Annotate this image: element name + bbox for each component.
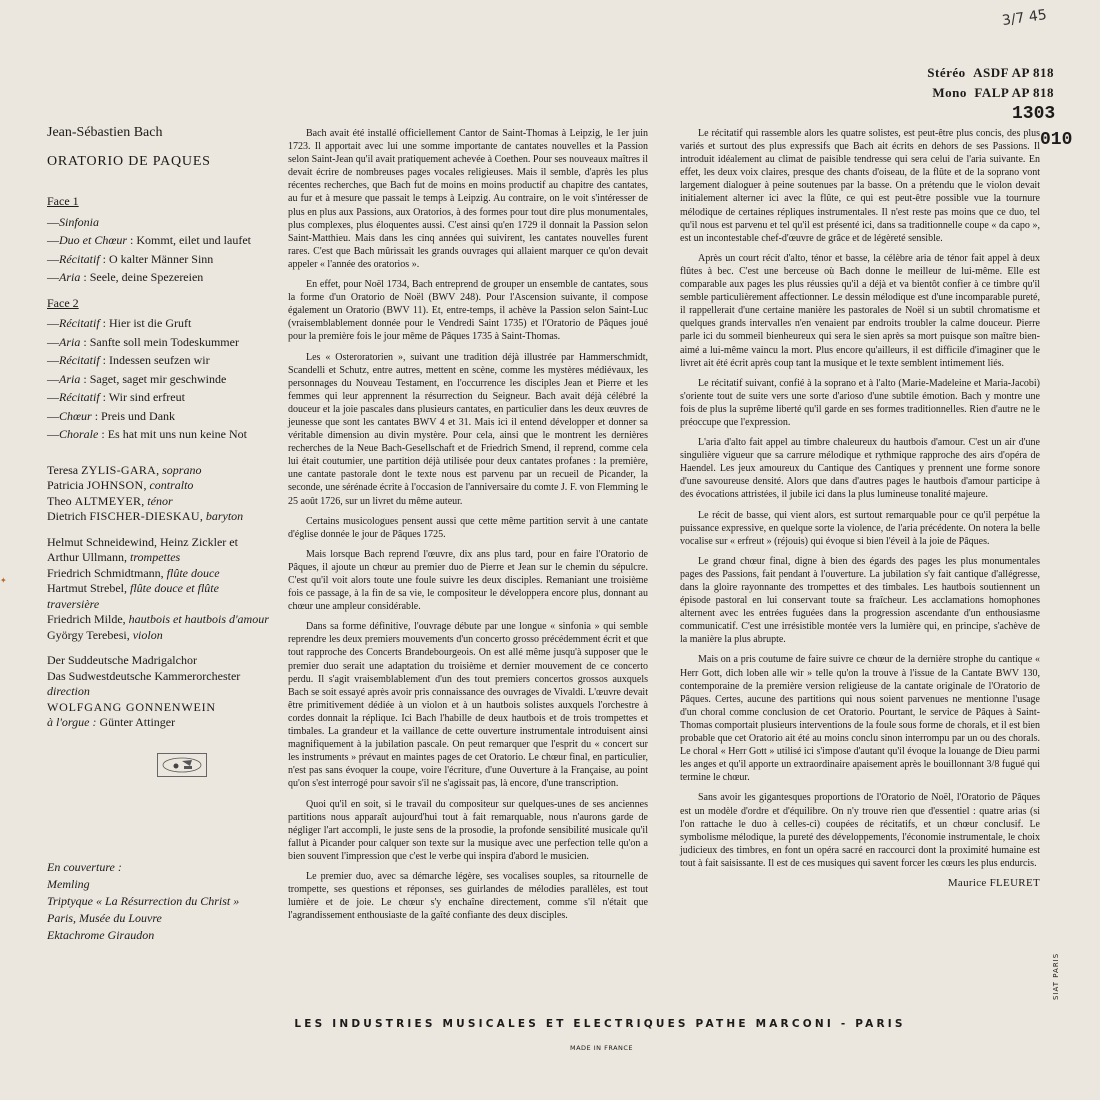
printer-credit: SIAT PARIS	[1052, 952, 1060, 1000]
catalog-numbers	[927, 63, 1054, 103]
notes-paragraph: Mais on a pris coutume de faire suivre ce chœur de la dernière strophe du cantique « Herr Gott, dich loben alle wir » telle qu'on la trouve à l'issue de la Cantate BWV 130, contemporaine de la première version religieuse de la cantate originale de l'Oratorio de Pâques. Certes, aucune des partitions qui nous soient parvenues ne mentionne l'usage d'un choral comme conclusion de cet Oratorio. Pourtant, le service de Pâques à Saint-Thomas comportait plusieurs interventions de la foule sous forme de chorals, et il est bien probable que cet Oratorio ait été au moins conclu sinon interrompu par un ou des chorals. Le choral « Herr Gott » utilisé ici s'impose d'autant qu'il évoque la louange de Dieu parmi les anges et qu'il apporte un extraordinaire apaisement après le bouillonnant 3/8 fugué qui termine le chœur.	[680, 654, 1040, 784]
notes-column-1	[288, 127, 648, 929]
notes-paragraph: Le récitatif qui rassemble alors les quatre solistes, est peut-être plus concis, des plus variés et surtout des plus expressifs que Bach ait écrits en dehors de ses Passions. Il introduit idéalement au climat de paisible tendresse qui sera celui de l'aria suivante. En effet, les deux voix claires, presque des chants d'oiseau, de la flûte et de la soprano vont largement dialoguer à peine soutenues par la basse. On a prétendu que le violon devait initialement alterner ici avec la flûte, ce qui est peut-être possible vue la tournure mélodique de certaines répliques instrumentales. Il n'est reste pas moins que ce duo, tel qu'il nous est parvenu et tel qu'il est présenté ici, dans sa traditionnelle coupe « da capo », est un incontestable chef-d'œuvre de grâce et de légèreté sensible.	[680, 128, 1040, 244]
instrumentalist: Friedrich Milde, hautbois et hautbois d'amour	[47, 612, 269, 626]
notes-paragraph: Sans avoir les gigantesques proportions de l'Oratorio de Noël, l'Oratorio de Pâques est un modèle d'ordre et d'équilibre. On n'y trouve rien que d'essentiel : quatre arias (si l'on rattache le duo à celles-ci) coupées de récitatifs, et un chœur conclusif. Le symbolisme mélodique, la pureté des développements, l'économie instrumentale, le choix judicieux des timbres, en font un opéra sacré en raccourci dont la proximité humaine est tout à fait saisissante. Il est de ces musiques qui savent forcer les cœurs les plus endurcis.	[680, 792, 1040, 869]
notes-paragraph: Le récit de basse, qui vient alors, est surtout remarquable pour ce qu'il perpétue la puissance expressive, en quelque sorte la violence, de l'aria précédente. On notera la belle vocalise sur « erfreut » (réjouis) qui évoque si bien l'éveil à la joie de Pâques.	[680, 509, 1040, 547]
notes-paragraph: Les « Osteroratorien », suivant une tradition déjà illustrée par Hammerschmidt, Scandelli et Schutz, entre autres, mettent en scène, comme les mystères médiévaux, les personnages du Nouveau Testament, en l'occurrence les disciples Jean et Pierre et les femmes qui leur apprennent la résurrection du Seigneur. Bach avait déjà célébré la douceur et la joie pascales dans plusieurs cantates, en particulier dans les deux œuvres de jeunesse que sont les cantates BWV 4 et 31. Mais ici il entend développer et donner sa véritable dimension au divin mystère. Pour cela, ainsi que le montrent les dernières recherches de la Neue Bach-Gesellschaft et de Friedrich Smend, il reprend, comme cela lui était coutumier, une partition déjà utilisée pour deux cantates profanes : la première, une cantate pastorale dont le texte nous est parvenu par un recueil de Picander, la seconde, une sérénade écrite à l'occasion de l'anniversaire du comte J. F. von Flemming le 25 août 1726, sur un livret du même auteur.	[288, 351, 648, 507]
cover-credit: En couverture : Memling Triptyque « La Résurrection du Christ » Paris, Musée du Louvre Ektachrome Giraudon	[47, 859, 240, 942]
face-2-label: Face 2	[47, 295, 79, 310]
track-item: —Récitatif : Wir sind erfreut	[47, 390, 185, 404]
notes-column-2	[680, 127, 1040, 890]
soloists-list	[47, 463, 269, 525]
handwritten-note: 3/7 45	[1001, 6, 1048, 30]
notes-paragraph: L'aria d'alto fait appel au timbre chaleureux du hautbois d'amour. C'est un air d'une singulière vigueur que sa carrure mélodique et rythmique rapproche des airs d'opéra de Haendel. Les jeux amoureux du Cantique des Cantiques y prennent une forme sonore d'une savoureuse densité. Alors que dans d'autres pages le hautbois d'amour participe à des évocations attristées, il jubile ici dans la plus lumineuse tonalité majeure.	[680, 437, 1040, 501]
face-2-tracklist	[47, 316, 269, 443]
edge-mark: ✦	[0, 576, 7, 585]
author-signature: Maurice FLEURET	[947, 876, 1040, 889]
notes-paragraph: Quoi qu'il en soit, si le travail du compositeur sur quelques-unes de ses anciennes partitions nous apparaît aujourd'hui tout à fait remarquable, nous n'aurons garde de négliger l'art accompli, le juste sens de la prosodie, la profonde sensibilité musicale qu'il fallut à Picander pour calquer son texte sur la musique avec une perfection telle qu'on a bien souvent l'impression que c'est le verbe qui inspira d'abord le musicien.	[288, 798, 648, 862]
conductor: WOLFGANG GONNENWEIN	[47, 699, 216, 714]
orchestra: Das Sudwestdeutsche Kammerorchester	[47, 668, 241, 683]
choir: Der Suddeutsche Madrigalchor	[47, 653, 197, 667]
track-item: —Duo et Chœur : Kommt, eilet und laufet	[47, 233, 251, 247]
mono-label: Mono	[932, 85, 967, 100]
soloist: Teresa ZYLIS-GARA, soprano	[47, 462, 202, 477]
notes-paragraph: Dans sa forme définitive, l'ouvrage débute par une longue « sinfonia » qui semble reprendre les deux premiers mouvements d'un concerto grosso précédemment écrit et que tout rapproche des Concerts Brandebourgeois. On est allé même jusqu'à supposer que le premier duo serait une adaptation du troisième et dernier mouvement de ce concerto perdu. Il s'agit vraisemblablement d'un des tout premiers concertos grossos auxquels Bach se soit essayé après avoir pris connaissance des ouvrages de Vivaldi. L'œuvre devait être primitivement dédiée à un violon et à un hautbois solistes auxquels l'orchestre à cordes donnait la réplique. Ici Bach l'habille de deux hautbois et de trois trompettes et timbales. La grandeur et la vaillance de cette ouverture instrumentale introduisent ainsi magnifiquement à la jubilation pascale. On peut remarquer que l'esprit du « concert sur les instruments » prévaut en maintes pages de cet Oratorio. Le chœur final, en particulier, n'est pas sans évoquer la coupe, voire l'écriture, d'une Ouverture à la Française, au point qu'on s'est interrogé pour savoir s'il ne s'agissait pas, là encore, d'une transcription.	[288, 621, 648, 790]
notes-paragraph: Le premier duo, avec sa démarche légère, ses vocalises souples, sa ritournelle de trompette, ses questions et réponses, ses guirlandes de mélodies parallèles, est tout lumière et de joie. Le chœur s'y enchaîne directement, comme s'il n'était que l'agrandissement enthousiaste de la gaîté confiante des deux disciples.	[288, 870, 648, 922]
work-title: ORATORIO DE PAQUES	[47, 153, 211, 169]
ensembles	[47, 653, 269, 731]
catalog-code-1: 1303	[1012, 104, 1056, 124]
stereo-number: ASDF AP 818	[973, 65, 1054, 80]
notes-paragraph: Après un court récit d'alto, ténor et basse, la célèbre aria de ténor fait appel à deux flûtes à bec. C'est une berceuse où Bach donne le meilleur de lui-même. Elle est comparable aux pages les plus réussies qu'il a déjà et va bientôt confier à ce timbre qu'il semble particulièrement affectionner. Le dessin mélodique est d'une incomparable pureté, il rappellerait d'une certaine manière les pastorales de Noël si un subtil chromatisme et quelques grands intervalles n'en venaient par endroits troubler la calme douceur. Pierre parle ici du sommeil bienheureux qui sera le sien après sa mort puisque son maître bien-aimé a lui-même vaincu la mort. Plus encore qu'ailleurs, il est difficile d'imaginer que le livret ait été écrit après coup tant la musique et le texte semblent intimement liés.	[680, 252, 1040, 369]
instrumentalist: Hartmut Strebel, flûte douce et flûte traversière	[47, 581, 219, 611]
instrumentalist: György Terebesi, violon	[47, 627, 163, 642]
publisher-footer: LES INDUSTRIES MUSICALES ET ELECTRIQUES PATHE MARCONI - PARIS	[294, 1018, 906, 1030]
notes-paragraph: Bach avait été installé officiellement Cantor de Saint-Thomas à Leipzig, le 1er juin 1723. Il apportait avec lui une somme importante de cantates nouvelles et la Passion selon Saint-Jean qu'il avait pratiquement achevée à Coethen. Pour ses nouveaux maîtres il devait écrire de nombreuses pages vocales religieuses. Mais il semble, d'après les plus récentes recherches, que Bach fut de moins en moins productif au chapitre des cantates, au fur et à mesure que passait le temps à Leipzig. Au contraire, on le voit s'intéresser de plus en plus aux Passions, aux Oratorios, à des formes pour tout dire plus monumentales, plus complexes, plus éloquentes aussi. C'est ainsi qu'en 1729 il donnait la Passion selon Saint-Matthieu. Mais dans les cinq années qui suivirent, les cantates nouvelles furent rares. C'est que Bach mûrissait les grands ouvrages qui allaient marquer ce qu'on devait appeler « l'année des oratorios ».	[288, 128, 648, 270]
direction-label: direction	[47, 684, 90, 698]
soloist: Dietrich FISCHER-DIESKAU, baryton	[47, 509, 244, 523]
catalog-code-2: 010	[1040, 130, 1073, 150]
track-item: —Chœur : Preis und Dank	[47, 408, 176, 423]
track-item: —Aria : Sanfte soll mein Todeskummer	[47, 334, 239, 349]
instrumentalist: Helmut Schneidewind, Heinz Zickler et Arthur Ullmann, trompettes	[47, 534, 238, 564]
mono-number: FALP AP 818	[974, 85, 1054, 100]
track-item: —Récitatif : Indessen seufzen wir	[47, 353, 210, 367]
notes-paragraph: Le récitatif suivant, confié à la soprano et à l'alto (Marie-Madeleine et Maria-Jacobi) s'oriente tout de suite vers une sorte d'arioso d'une subtile émotion. Bach y montre une fois de plus la suprême liberté qu'il garde en ses formes traditionnelles. Rien d'autre ne le préoccupe que l'expression.	[680, 377, 1040, 428]
composer: Jean-Sébastien Bach	[47, 125, 163, 140]
track-item: —Sinfonia	[47, 214, 100, 229]
dog-gramophone-icon	[162, 757, 202, 773]
face-1-tracklist	[47, 215, 269, 286]
track-item: —Aria : Saget, saget mir geschwinde	[47, 371, 227, 386]
mono-line	[927, 83, 1054, 103]
instrumentalist: Friedrich Schmidtmann, flûte douce	[47, 565, 220, 580]
face-1-label: Face 1	[47, 194, 79, 208]
stereo-label: Stéréo	[927, 65, 966, 80]
notes-paragraph: En effet, pour Noël 1734, Bach entreprend de grouper un ensemble de cantates, sous la forme d'un Oratorio de Noël (BWV 248). Pour l'Ascension suivante, il compose également un Oratorio (BWV 11). Et, entre-temps, il achève la Passion selon Saint-Luc (vraisemblablement donnée pour le Vendredi Saint 1735) et l'Oratorio de Pâques joué pour la première fois le jour même de Pâques 1735 à Saint-Thomas.	[288, 279, 648, 343]
instrumentalists-list	[47, 535, 269, 644]
notes-paragraph: Certains musicologues pensent aussi que cette même partition servit à une cantate d'église donnée le jour de Pâques 1725.	[288, 515, 648, 540]
stereo-line	[927, 63, 1054, 83]
left-column	[47, 125, 269, 944]
track-item: —Récitatif : O kalter Männer Sinn	[47, 251, 214, 266]
soloist: Patricia JOHNSON, contralto	[47, 478, 194, 492]
track-item: —Récitatif : Hier ist die Gruft	[47, 316, 192, 330]
his-masters-voice-icon	[157, 753, 207, 777]
notes-paragraph: Le grand chœur final, digne à bien des égards des pages les plus monumentales pages des Passions, fait pendant à l'ouverture. La jubilation s'y fait cantique d'allégresse, dans la gloire rayonnante des trompettes et des timbales. Les hautbois soutiennent un épisode pastoral en lui conservant toute sa fraîcheur. Les acclamations homophones alternent avec les entrées fuguées dans la progression ascendante d'un enthousiasme communicatif. C'est une irrésistible montée vers la lumière qui, en principe, s'achève de la manière la plus abrupte.	[680, 555, 1040, 646]
track-item: —Chorale : Es hat mit uns nun keine Not	[47, 427, 248, 441]
notes-paragraph: Mais lorsque Bach reprend l'œuvre, dix ans plus tard, pour en faire l'Oratorio de Pâques, il ajoute un chœur au premier duo de Pierre et Jean sur le chemin du sépulcre. C'est qu'il voit alors toute une foule suivre les deux disciples. Remaniant une troisième fois ce passage, à la fin de sa vie, le compositeur le développera encore plus, donnant au chœur une ampleur considérable.	[288, 548, 648, 613]
soloist: Theo ALTMEYER, ténor	[47, 493, 173, 508]
track-item: —Aria : Seele, deine Spezereien	[47, 270, 204, 284]
organ-line: à l'orgue : Günter Attinger	[47, 715, 176, 729]
made-in-label: MADE IN FRANCE	[570, 1044, 634, 1052]
